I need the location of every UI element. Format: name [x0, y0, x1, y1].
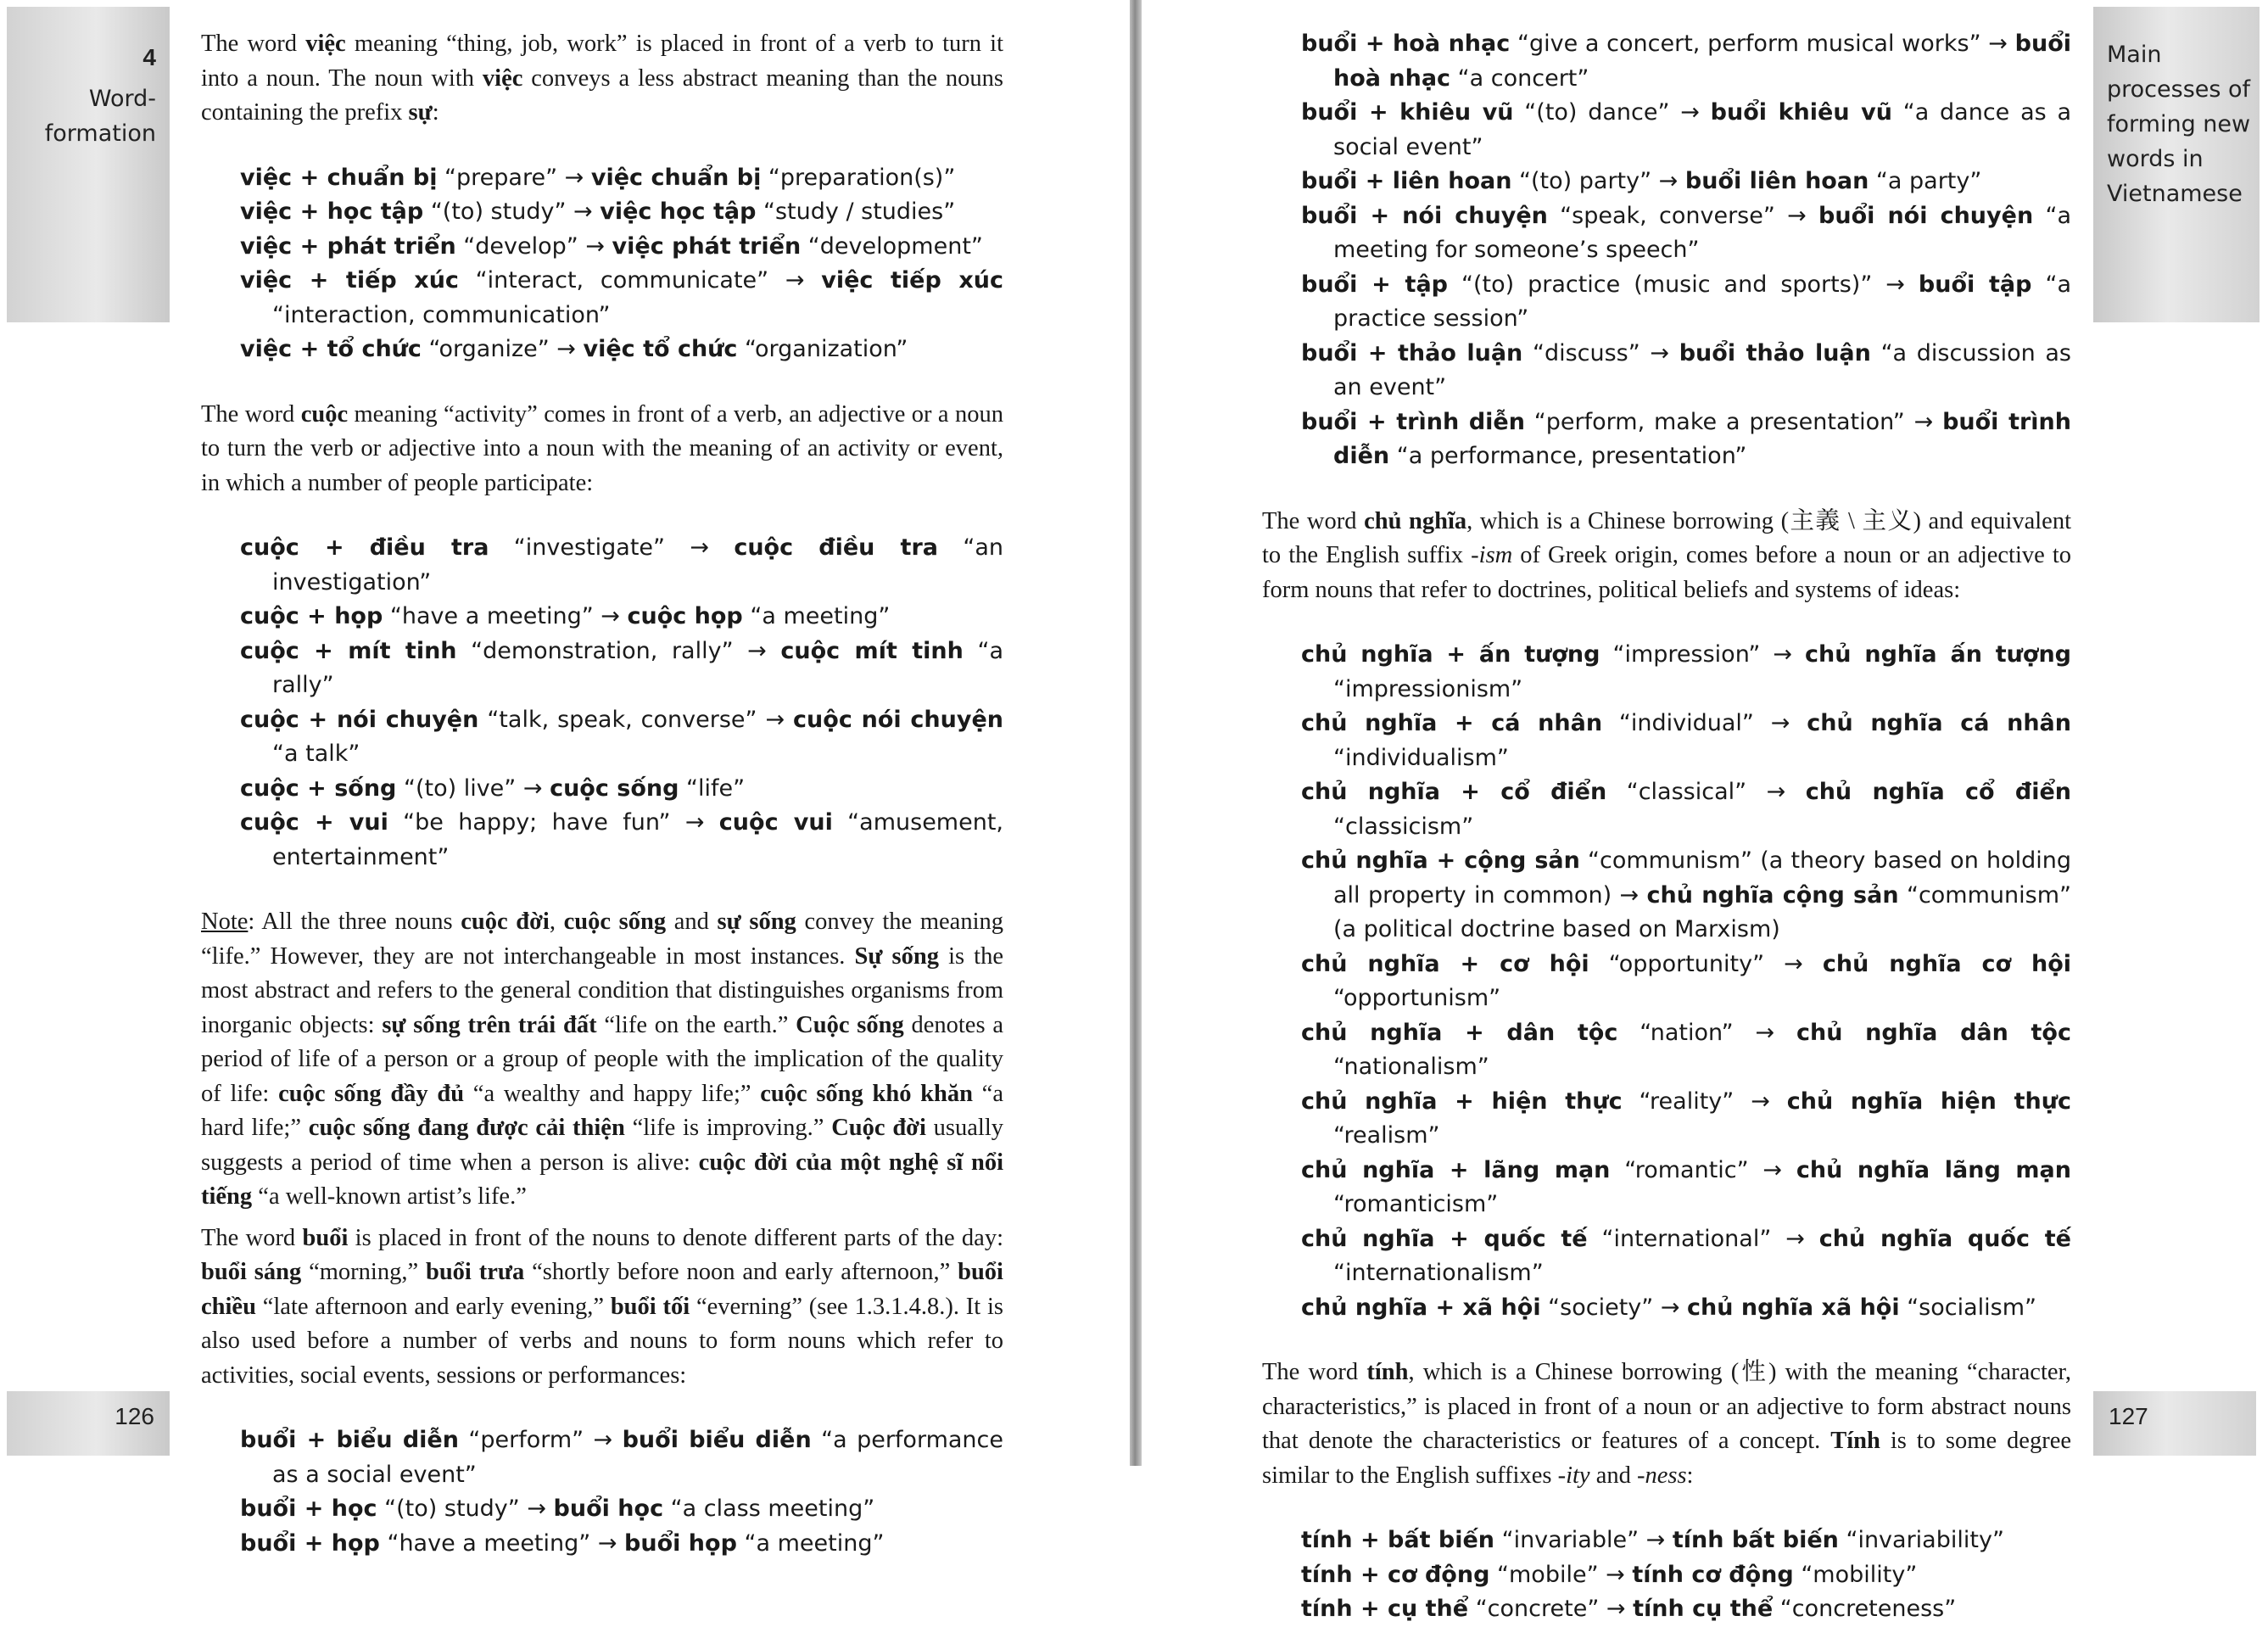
- note-paragraph: Note: All the three nouns cuộc đời, cuộc sống and sự sống convey the meaning “life.” However, they are not interchangeable in most instances. Sự sống is the most abstract and refers to the general condition that distinguishes organisms from inorganic objects: sự sống trên trái đất “life on the earth.” Cuộc sống denotes a period of life of a person or a group of people with the implication of the quality of life: cuộc sống đầy đủ “a wealthy and happy life;” cuộc sống khó khăn “a hard life;” cuộc sống đang được cải thiện “life is improving.” Cuộc đời usually suggests a period of time when a person is alive: cuộc đời của một nghệ sĩ nổi tiếng “a well-known artist’s life.”: [201, 909, 1004, 1210]
- page-number: 126: [115, 1403, 154, 1429]
- example-entry: cuộc + nói chuyện “talk, speak, converse” → cuộc nói chuyện “a talk”: [240, 706, 1003, 767]
- example-entry: buổi + trình diễn “perform, make a presentation” → buổi trình diễn “a performance, presentation”: [1301, 408, 2071, 469]
- example-entry: tính + bất biến “invariable” → tính bất biến “invariability”: [1301, 1527, 2004, 1553]
- example-entry: chủ nghĩa + cổ điển “classical” → chủ nghĩa cổ điển “classicism”: [1301, 779, 2071, 840]
- chapter-tab: [7, 7, 170, 322]
- example-entry: buổi + biểu diễn “perform” → buổi biểu diễn “a performance as a social event”: [240, 1427, 1003, 1488]
- example-list-buoi: [201, 1423, 1003, 1561]
- example-entry: chủ nghĩa + dân tộc “nation” → chủ nghĩa dân tộc “nationalism”: [1301, 1019, 2071, 1080]
- example-entry: cuộc + vui “be happy; have fun” → cuộc vui “amusement, entertainment”: [240, 809, 1003, 870]
- example-entry: tính + cơ động “mobile” → tính cơ động “mobility”: [1301, 1561, 1918, 1588]
- example-list-tinh: [1262, 1524, 2071, 1627]
- example-entry: chủ nghĩa + lãng mạn “romantic” → chủ nghĩa lãng mạn “romanticism”: [1301, 1156, 2071, 1217]
- section-title: [2107, 37, 2253, 211]
- section-title-line: forming new: [2107, 111, 2251, 137]
- example-entry: chủ nghĩa + ấn tượng “impression” → chủ nghĩa ấn tượng “impressionism”: [1301, 641, 2072, 702]
- example-entry: buổi + hoà nhạc “give a concert, perform musical works” → buổi hoà nhạc “a concert”: [1301, 31, 2071, 92]
- page-number-tab: [7, 1391, 170, 1456]
- book-gutter: [1130, 0, 1142, 1466]
- paragraph-viec: The word việc meaning “thing, job, work” is placed in front of a verb to turn it into a noun. The noun with việc conveys a less abstract meaning than the nouns containing the prefix sự:: [201, 31, 1003, 126]
- chapter-title-line: formation: [44, 120, 156, 147]
- example-list-viec: [201, 161, 1003, 367]
- paragraph-chu-nghia: The word chủ nghĩa, which is a Chinese borrowing (主義 \ 主义) and equivalent to the English suffix -ism of Greek origin, comes before a noun or an adjective to form nouns that refer to doctrines, political beliefs and systems of ideas:: [1262, 507, 2071, 603]
- section-tab: [2093, 7, 2260, 322]
- example-entry: buổi + tập “(to) practice (music and sports)” → buổi tập “a practice session”: [1301, 271, 2071, 332]
- paragraph-cuoc: The word cuộc meaning “activity” comes in front of a verb, an adjective or a noun to turn the verb or adjective into a noun with the meaning of an activity or event, in which a number of people participate:: [201, 400, 1003, 496]
- example-entry: chủ nghĩa + hiện thực “reality” → chủ nghĩa hiện thực “realism”: [1301, 1087, 2071, 1149]
- example-entry: buổi + khiêu vũ “(to) dance” → buổi khiêu vũ “a dance as a social event”: [1301, 99, 2071, 160]
- chapter-title-line: Word-: [88, 86, 156, 112]
- page-number-tab: [2093, 1391, 2256, 1456]
- example-entry: cuộc + mít tinh “demonstration, rally” → cuộc mít tinh “a rally”: [240, 637, 1003, 698]
- left-page: [0, 0, 1130, 1557]
- example-entry: cuộc + họp “have a meeting” → cuộc họp “a meeting”: [240, 603, 891, 629]
- paragraph-tinh: The word tính, which is a Chinese borrowing (性) with the meaning “character, characteristics,” is placed in front of a noun or an adjective to form abstract nouns that denote the characteristics or features of a concept. Tính is to some degree similar to the English suffixes -ity and -ness:: [1262, 1359, 2071, 1489]
- example-entry: chủ nghĩa + xã hội “society” → chủ nghĩa xã hội “socialism”: [1301, 1294, 2037, 1321]
- paragraph-buoi: The word buổi is placed in front of the nouns to denote different parts of the day: buổi sáng “morning,” buổi trưa “shortly before noon and early afternoon,” buổi chiều “late afternoon and early evening,” buổi tối “everning” (see 1.3.1.4.8.). It is also used before a number of verbs and nouns to form nouns which refer to activities, social events, sessions or performances:: [201, 1224, 1003, 1389]
- example-entry: chủ nghĩa + quốc tế “international” → chủ nghĩa quốc tế “internationalism”: [1301, 1225, 2071, 1286]
- example-entry: buổi + học “(to) study” → buổi học “a class meeting”: [240, 1496, 875, 1522]
- example-entry: cuộc + sống “(to) live” → cuộc sống “life”: [240, 774, 746, 802]
- page-number: 127: [2109, 1403, 2148, 1429]
- example-list-chu-nghia: [1262, 638, 2071, 1325]
- example-entry: tính + cụ thể “concrete” → tính cụ thể “concreteness”: [1301, 1596, 1957, 1622]
- right-page: [1142, 0, 2268, 1622]
- example-entry: buổi + liên hoan “(to) party” → buổi liên hoan “a party”: [1301, 168, 1982, 194]
- section-title-line: processes of: [2107, 76, 2251, 103]
- section-title-line: Vietnamese: [2107, 181, 2243, 207]
- example-entry: việc + tổ chức “organize” → việc tổ chức “organization”: [240, 336, 908, 362]
- example-entry: buổi + thảo luận “discuss” → buổi thảo luận “a discussion as an event”: [1301, 339, 2071, 400]
- example-entry: việc + học tập “(to) study” → việc học tập “study / studies”: [240, 198, 956, 225]
- example-entry: cuộc + điều tra “investigate” → cuộc điều tra “an investigation”: [240, 534, 1003, 595]
- example-entry: việc + phát triển “develop” → việc phát triển “development”: [240, 232, 983, 260]
- example-list-buoi-continued: [1262, 27, 2071, 474]
- chapter-title: [12, 81, 156, 151]
- example-entry: chủ nghĩa + cộng sản “communism” (a theory based on holding all property in common) → chủ nghĩa cộng sản “communism” (a political doctrine based on Marxism): [1301, 847, 2071, 942]
- section-title-line: words in: [2107, 146, 2204, 172]
- example-entry: buổi + nói chuyện “speak, converse” → buổi nói chuyện “a meeting for someone’s speech”: [1301, 202, 2071, 263]
- chapter-number: 4: [142, 44, 156, 70]
- example-list-cuoc: [201, 531, 1003, 875]
- example-entry: việc + chuẩn bị “prepare” → việc chuẩn bị “preparation(s)”: [240, 164, 956, 191]
- section-title-line: Main: [2107, 42, 2162, 68]
- left-text-column: [201, 27, 1003, 1561]
- example-entry: việc + tiếp xúc “interact, communicate” → việc tiếp xúc “interaction, communication”: [240, 267, 1003, 328]
- right-text-column: [1262, 27, 2071, 1627]
- example-entry: chủ nghĩa + cơ hội “opportunity” → chủ nghĩa cơ hội “opportunism”: [1301, 950, 2071, 1011]
- example-entry: chủ nghĩa + cá nhân “individual” → chủ nghĩa cá nhân “individualism”: [1301, 710, 2071, 771]
- example-entry: buổi + họp “have a meeting” → buổi họp “a meeting”: [240, 1529, 885, 1557]
